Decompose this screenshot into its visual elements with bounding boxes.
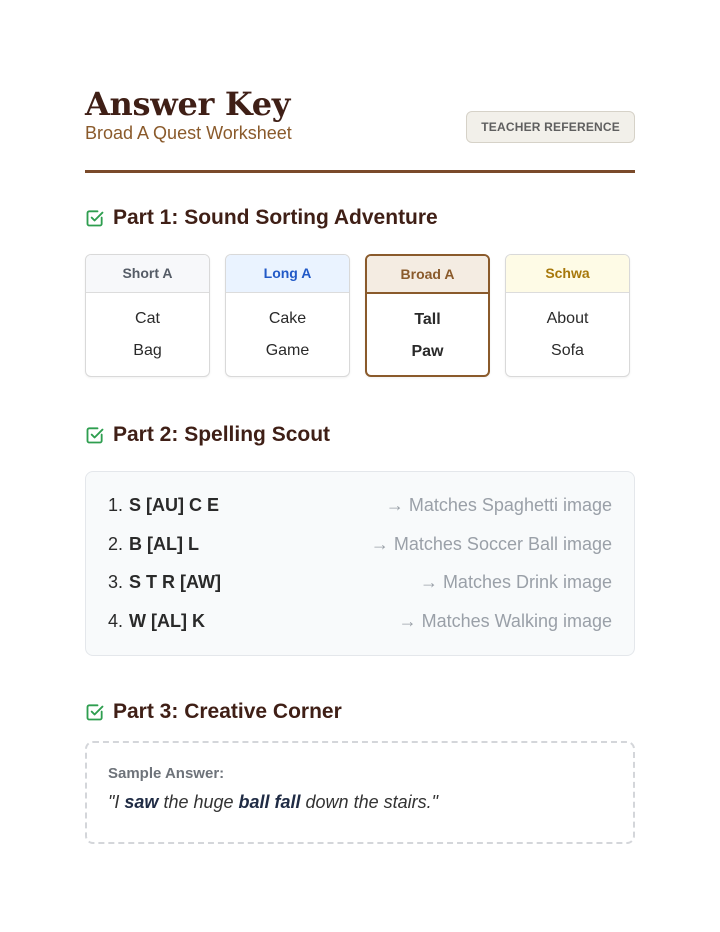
page-subtitle: Broad A Quest Worksheet xyxy=(85,123,292,143)
spelling-row xyxy=(108,563,612,602)
column-word: Cat xyxy=(135,310,160,327)
part3-heading-label: Part 3: Creative Corner xyxy=(113,700,342,723)
part3-heading xyxy=(85,698,342,726)
column-word: Tall xyxy=(414,311,441,328)
page-title: Answer Key xyxy=(85,85,291,123)
checkbox-checked-icon xyxy=(85,425,105,445)
sample-text-part: the huge xyxy=(158,792,239,812)
row-match: → Matches Spaghetti image xyxy=(385,494,612,515)
column-word: About xyxy=(546,310,589,327)
row-number: 2. xyxy=(108,533,124,554)
column-word: Sofa xyxy=(551,342,584,359)
column-long-a xyxy=(225,254,350,377)
row-match: → Matches Soccer Ball image xyxy=(370,533,612,554)
column-title: Schwa xyxy=(506,255,629,293)
column-title: Long A xyxy=(226,255,349,293)
sample-text-emphasis: saw xyxy=(124,792,159,812)
checkbox-checked-icon xyxy=(85,208,105,228)
teacher-reference-badge: TEACHER REFERENCE xyxy=(466,111,635,143)
row-number: 4. xyxy=(108,610,124,631)
spelling-row xyxy=(108,525,612,564)
row-number: 3. xyxy=(108,572,124,593)
part2-heading-label: Part 2: Spelling Scout xyxy=(113,423,331,446)
column-word: Paw xyxy=(411,343,444,360)
column-broad-a xyxy=(365,254,490,377)
sample-text-part: down the stairs." xyxy=(300,792,438,812)
sample-text-part: "I xyxy=(108,792,125,812)
row-letters: S [AU] C E xyxy=(129,494,220,515)
header xyxy=(85,86,635,173)
spelling-row xyxy=(108,602,612,641)
column-title: Short A xyxy=(86,255,209,293)
spelling-row xyxy=(108,486,612,525)
part1-heading xyxy=(85,204,438,232)
column-word: Game xyxy=(265,342,310,359)
column-word: Bag xyxy=(133,342,162,359)
row-match: → Matches Walking image xyxy=(398,610,612,631)
part1-heading-label: Part 1: Sound Sorting Adventure xyxy=(113,206,438,229)
row-letters: B [AL] L xyxy=(129,533,199,554)
row-number: 1. xyxy=(108,494,124,515)
part2-heading xyxy=(85,421,330,449)
checkbox-checked-icon xyxy=(85,702,105,722)
row-match: → Matches Drink image xyxy=(419,572,612,593)
column-short-a xyxy=(85,254,210,377)
row-letters: W [AL] K xyxy=(129,610,205,631)
sample-text-emphasis: ball fall xyxy=(238,792,301,812)
sample-answer-text xyxy=(108,792,612,813)
spelling-answers-box xyxy=(85,471,635,656)
row-letters: S T R [AW] xyxy=(129,572,222,593)
creative-corner-box xyxy=(85,741,635,844)
column-word: Cake xyxy=(268,310,307,327)
sound-sorting-columns xyxy=(85,254,635,377)
answer-key-page xyxy=(85,85,635,812)
sample-answer-label: Sample Answer: xyxy=(108,765,225,782)
column-schwa xyxy=(505,254,630,377)
column-title: Broad A xyxy=(367,256,488,294)
